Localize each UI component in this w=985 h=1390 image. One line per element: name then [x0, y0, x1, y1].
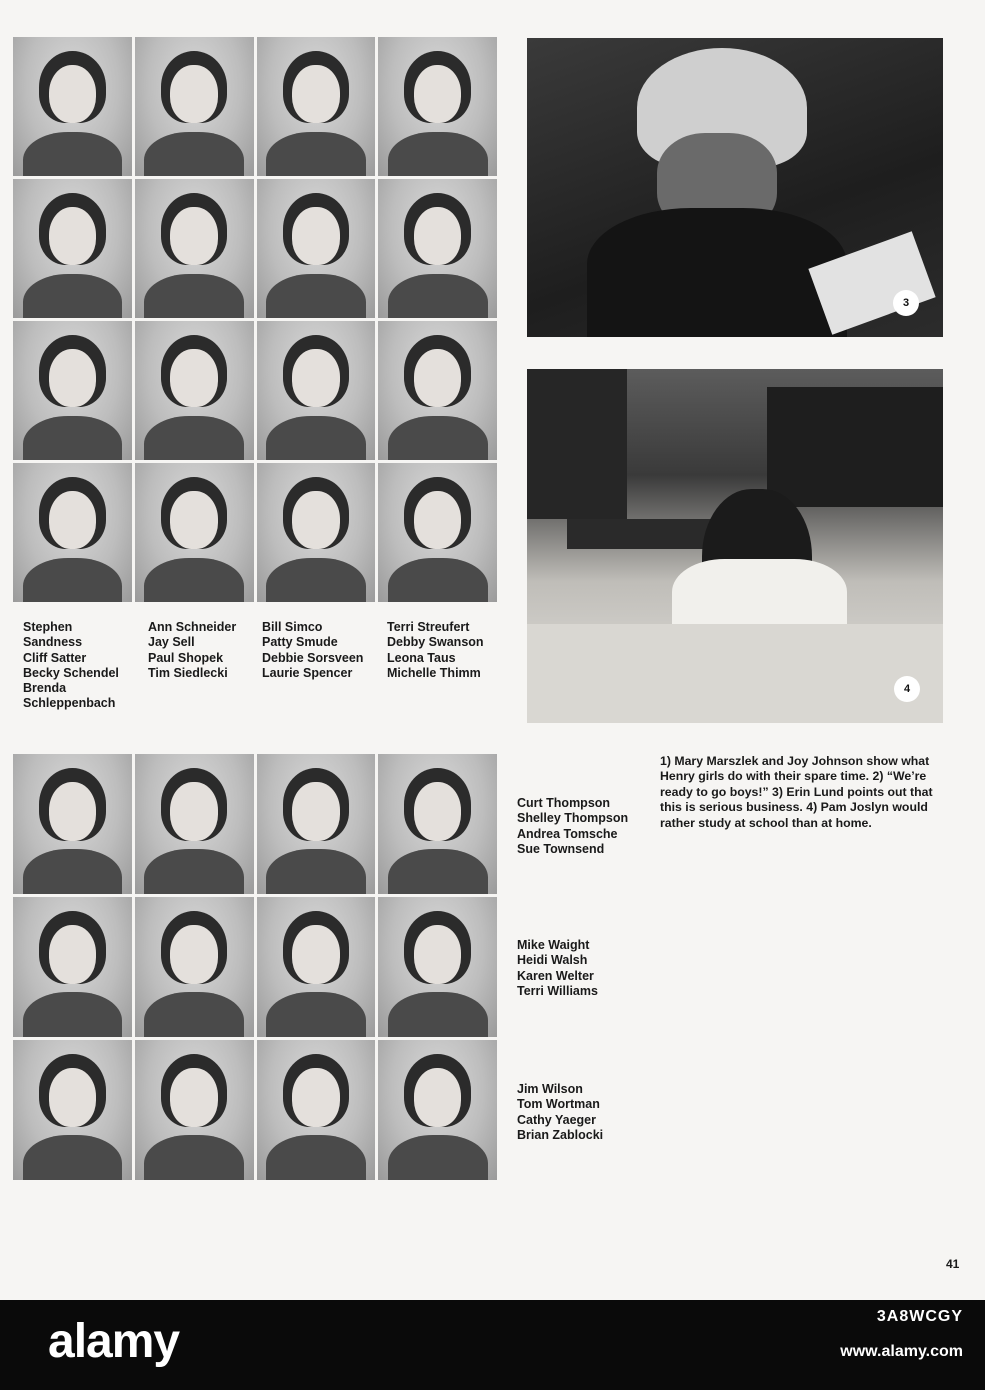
student-name: Sue Townsend [517, 841, 605, 856]
student-name: Jim Wilson [517, 1082, 583, 1096]
student-portrait [257, 463, 376, 602]
names-column-4 [387, 620, 484, 681]
student-name: Tim Siedlecki [148, 665, 228, 680]
photo-number-badge: 3 [893, 290, 919, 316]
student-name: Stephen [23, 620, 73, 634]
student-name: Terri Williams [517, 983, 598, 998]
student-portrait [13, 897, 132, 1037]
student-portrait [135, 754, 254, 894]
student-portrait [378, 321, 497, 460]
photo-caption: 1) Mary Marszlek and Joy Johnson show what Henry girls do with their spare time. 2) “We’re ready to go boys!” 3) Erin Lund points out that this is serious business. 4) Pam Joslyn would rather study at school than at home. [660, 754, 933, 830]
student-portrait [135, 37, 254, 176]
brand-logo: alamy [48, 1315, 180, 1368]
student-portrait [13, 754, 132, 894]
student-portrait [257, 179, 376, 318]
student-name: Becky Schendel [23, 665, 119, 680]
student-portrait [378, 754, 497, 894]
portrait-grid-bottom [13, 754, 497, 1180]
student-portrait [135, 1040, 254, 1180]
student-portrait [13, 321, 132, 460]
student-name: Mike Waight [517, 938, 590, 952]
names-row-1 [517, 796, 628, 857]
student-portrait [135, 321, 254, 460]
student-name: Debbie Sorsveen [262, 650, 364, 665]
student-name: Cathy Yaeger [517, 1112, 596, 1127]
student-portrait [257, 897, 376, 1037]
student-portrait [13, 179, 132, 318]
student-name: Brenda [23, 681, 67, 696]
student-name: Leona Taus [387, 650, 456, 665]
student-name: Karen Welter [517, 968, 594, 983]
names-column-2 [148, 620, 236, 681]
student-name: Heidi Walsh [517, 953, 588, 968]
student-portrait [257, 37, 376, 176]
names-row-2 [517, 938, 598, 999]
page-number: 41 [946, 1257, 960, 1271]
student-portrait [135, 179, 254, 318]
student-name: Jay Sell [148, 635, 195, 650]
student-portrait [257, 754, 376, 894]
student-portrait [257, 321, 376, 460]
student-name: Ann Schneider [148, 620, 237, 634]
student-portrait [378, 37, 497, 176]
photo-number-badge: 4 [894, 676, 920, 702]
student-name: Debby Swanson [387, 635, 484, 650]
names-row-3 [517, 1082, 603, 1143]
student-portrait [378, 463, 497, 602]
names-column-1 [23, 620, 119, 712]
student-portrait [378, 1040, 497, 1180]
student-portrait [13, 37, 132, 176]
student-name: Paul Shopek [148, 650, 224, 665]
student-name: Bill Simco [262, 620, 323, 634]
candid-photo-3 [527, 38, 943, 337]
candid-photo-4 [527, 369, 943, 723]
portrait-grid-top [13, 37, 497, 602]
site-url: www.alamy.com [840, 1343, 963, 1360]
student-name: Patty Smude [262, 635, 338, 650]
student-portrait [378, 897, 497, 1037]
student-name: Laurie Spencer [262, 665, 353, 680]
student-name: Terri Streufert [387, 620, 470, 634]
student-portrait [135, 463, 254, 602]
student-portrait [257, 1040, 376, 1180]
names-column-3 [262, 620, 363, 681]
student-name: Tom Wortman [517, 1097, 600, 1112]
student-portrait [13, 463, 132, 602]
student-name: Curt Thompson [517, 796, 611, 810]
student-portrait [13, 1040, 132, 1180]
student-name: Schleppenbach [23, 696, 116, 711]
student-name: Michelle Thimm [387, 665, 481, 680]
student-name: Brian Zablocki [517, 1127, 604, 1142]
student-name: Shelley Thompson [517, 811, 629, 826]
student-portrait [135, 897, 254, 1037]
student-portrait [378, 179, 497, 318]
student-name: Andrea Tomsche [517, 826, 618, 841]
student-name: Cliff Satter [23, 650, 87, 665]
student-name: Sandness [23, 635, 83, 650]
image-id: 3A8WCGY [876, 1308, 963, 1325]
